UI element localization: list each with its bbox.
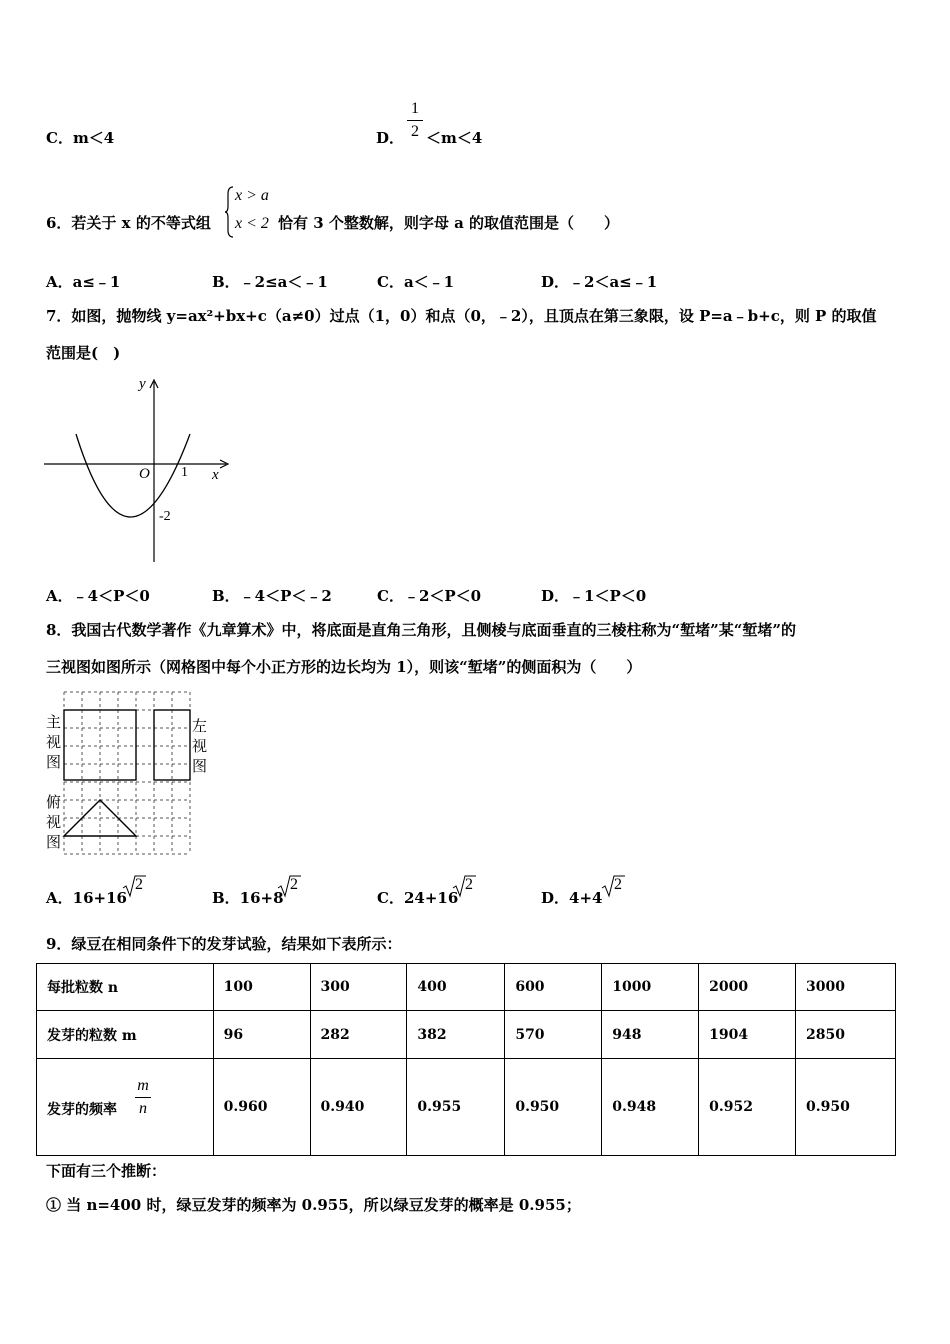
- q5-option-c: C．m＜4: [46, 129, 115, 147]
- left-view-label: 左 视 图: [192, 717, 208, 775]
- q8-stem-line2: 三视图如图所示（网格图中每个小正方形的边长均为 1），则该“堑堵”的侧面积为（ ）: [46, 658, 642, 676]
- q7-stem-line2: 范围是( ): [46, 344, 121, 362]
- q7-option-b: B．﹣4＜P＜﹣2: [212, 587, 332, 605]
- q8-option-d-prefix: D．4+4: [541, 889, 603, 907]
- table-cell: 300: [310, 964, 407, 1011]
- table-cell: 0.950: [796, 1059, 896, 1156]
- q6-stem-start: 6．若关于 x 的不等式组: [46, 214, 211, 232]
- q6-system-line2: x < 2: [235, 215, 269, 232]
- table-cell: 96: [213, 1011, 310, 1059]
- fraction-numerator: 1: [411, 100, 419, 117]
- row-header: 发芽的粒数 m: [37, 1011, 214, 1059]
- q6-option-a: A．a≤﹣1: [46, 273, 121, 291]
- table-cell: 0.950: [505, 1059, 602, 1156]
- q9-stem: 9．绿豆在相同条件下的发芽试验，结果如下表所示：: [46, 935, 402, 953]
- table-cell: 600: [505, 964, 602, 1011]
- table-cell: 100: [213, 964, 310, 1011]
- table-row: [37, 964, 896, 1011]
- row-header: 发芽的频率 m n: [37, 1059, 214, 1156]
- table-cell: 948: [602, 1011, 699, 1059]
- fraction-denominator: 2: [411, 123, 419, 140]
- x-tick-label: 1: [181, 465, 188, 480]
- q6-option-c: C．a＜﹣1: [377, 273, 455, 291]
- q6-system-line1: x > a: [235, 187, 269, 204]
- q7-stem-line1: 7．如图，抛物线 y=ax²+bx+c（a≠0）过点（1，0）和点（0，﹣2），且顶点在第三象限，设 P=a﹣b+c，则 P 的取值: [46, 307, 877, 325]
- q8-option-c-prefix: C．24+16: [377, 889, 459, 907]
- table-cell: 570: [505, 1011, 602, 1059]
- table-cell: 282: [310, 1011, 407, 1059]
- q7-option-d: D．﹣1＜P＜0: [541, 587, 647, 605]
- q5-option-d-fraction: [407, 100, 423, 141]
- system-brace-icon: [224, 186, 234, 238]
- q9-inference-1: ① 当 n=400 时，绿豆发芽的频率为 0.955，所以绿豆发芽的概率是 0.955；: [46, 1196, 581, 1214]
- table-cell: 0.940: [310, 1059, 407, 1156]
- side-view-rect: [154, 710, 190, 780]
- table-cell: 382: [407, 1011, 505, 1059]
- y-tick-label: -2: [159, 509, 171, 524]
- q7-option-c: C．﹣2＜P＜0: [377, 587, 482, 605]
- three-view-figure: [44, 690, 216, 858]
- front-view-rect: [64, 710, 136, 780]
- table-cell: 0.948: [602, 1059, 699, 1156]
- q6-option-b: B．﹣2≤a＜﹣1: [212, 273, 328, 291]
- table-cell: 2850: [796, 1011, 896, 1059]
- x-axis-label: x: [212, 467, 219, 483]
- table-row: [37, 1011, 896, 1059]
- table-cell: 2000: [699, 964, 796, 1011]
- q6-option-d: D．﹣2＜a≤﹣1: [541, 273, 658, 291]
- table-cell: 400: [407, 964, 505, 1011]
- table-cell: 1904: [699, 1011, 796, 1059]
- parabola-graph: [40, 372, 240, 572]
- table-cell: 1000: [602, 964, 699, 1011]
- q7-option-a: A．﹣4＜P＜0: [46, 587, 150, 605]
- parabola-curve: [76, 434, 190, 517]
- table-cell: 0.960: [213, 1059, 310, 1156]
- q8-option-b-prefix: B．16+8: [212, 889, 284, 907]
- row-header: 每批粒数 n: [37, 964, 214, 1011]
- table-cell: 0.952: [699, 1059, 796, 1156]
- front-view-label: 主 视 图: [46, 713, 62, 771]
- origin-label: O: [139, 466, 150, 482]
- q8-option-a-prefix: A．16+16: [46, 889, 127, 907]
- top-view-label: 俯 视 图: [46, 793, 62, 851]
- frequency-fraction: m n: [135, 1077, 151, 1118]
- table-cell: 0.955: [407, 1059, 505, 1156]
- q5-option-d-suffix: ＜m＜4: [426, 129, 483, 147]
- q8-stem-line1: 8．我国古代数学著作《九章算术》中，将底面是直角三角形，且侧棱与底面垂直的三棱柱称为“堑堵”某“堑堵”的: [46, 621, 796, 639]
- grid-lines: [64, 692, 190, 854]
- q5-option-d-prefix: D．: [376, 129, 405, 147]
- germination-table: [36, 963, 896, 1156]
- q9-after-table: 下面有三个推断：: [46, 1162, 167, 1180]
- y-axis-label: y: [139, 376, 146, 392]
- q6-stem-end: 恰有 3 个整数解，则字母 a 的取值范围是（ ）: [278, 214, 620, 232]
- table-row: [37, 1059, 896, 1156]
- table-cell: 3000: [796, 964, 896, 1011]
